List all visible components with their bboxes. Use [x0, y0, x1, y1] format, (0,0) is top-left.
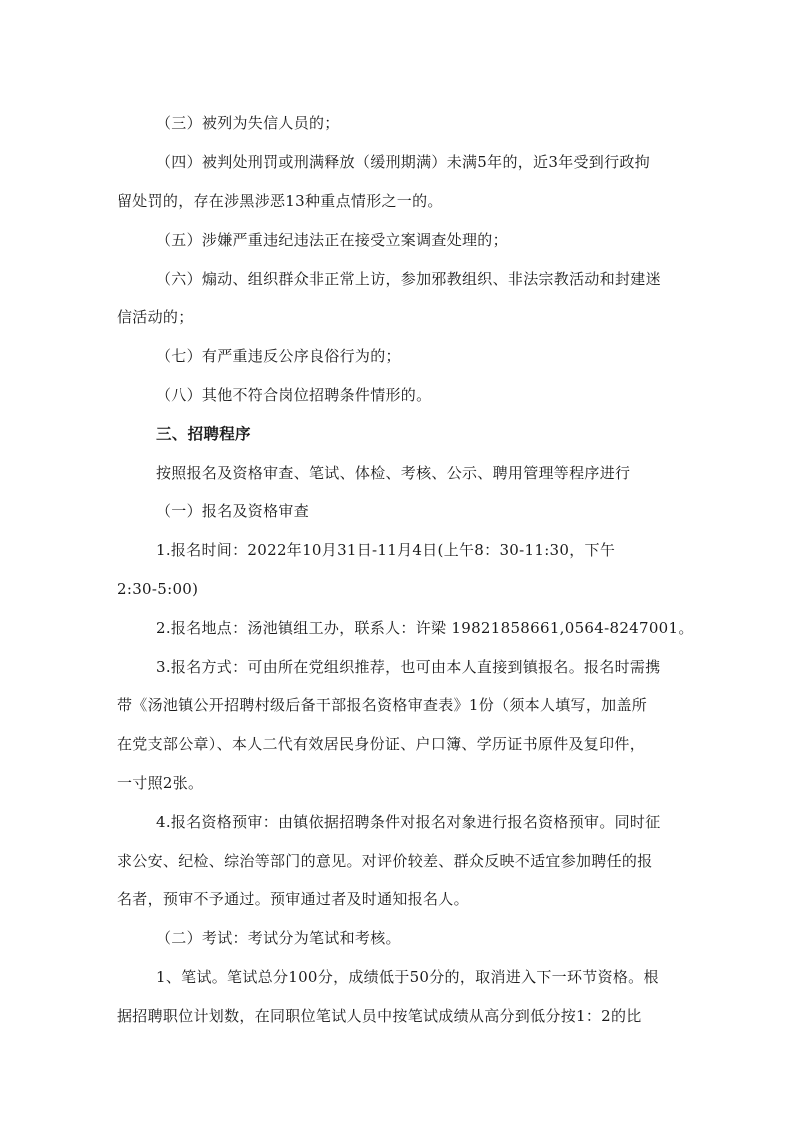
- registration-method-line4: 一寸照2张。: [117, 774, 204, 792]
- registration-location: 2.报名地点：汤池镇组工办，联系人：许梁 19821858661,0564-8247001。: [156, 619, 694, 637]
- registration-method-line1: 3.报名方式：可由所在党组织推荐，也可由本人直接到镇报名。报名时需携: [156, 658, 661, 676]
- preliminary-review-line2: 求公安、纪检、综治等部门的意见。对评价较差、群众反映不适宜参加聘任的报: [117, 852, 653, 870]
- item-eight-other: （八）其他不符合岗位招聘条件情形的。: [156, 386, 432, 404]
- item-five-investigation: （五）涉嫌严重违纪违法正在接受立案调查处理的；: [156, 231, 508, 249]
- written-exam-line2: 据招聘职位计划数，在同职位笔试人员中按笔试成绩从高分到低分按1：2的比: [117, 1007, 642, 1025]
- registration-method-line2: 带《汤池镇公开招聘村级后备干部报名资格审查表》1份（须本人填写，加盖所: [117, 696, 648, 714]
- procedure-intro: 按照报名及资格审查、笔试、体检、考核、公示、聘用管理等程序进行: [156, 464, 631, 482]
- subsection-exam: （二）考试：考试分为笔试和考核。: [156, 929, 401, 947]
- section-heading-recruitment-procedure: 三、招聘程序: [156, 425, 251, 443]
- item-six-petition-line1: （六）煽动、组织群众非正常上访，参加邪教组织、非法宗教活动和封建迷: [156, 270, 661, 288]
- registration-method-line3: 在党支部公章）、本人二代有效居民身份证、户口簿、学历证书原件及复印件，: [117, 735, 646, 753]
- item-four-criminal-line1: （四）被判处刑罚或刑满释放（缓刑期满）未满5年的，近3年受到行政拘: [156, 153, 650, 171]
- item-three-dishonest: （三）被列为失信人员的；: [156, 114, 340, 132]
- subsection-registration: （一）报名及资格审查: [156, 502, 310, 520]
- item-seven-morality: （七）有严重违反公序良俗行为的；: [156, 347, 401, 365]
- item-six-petition-line2: 信活动的；: [117, 308, 194, 326]
- registration-time-line1: 1.报名时间：2022年10月31日-11月4日(上午8：30-11:30，下午: [156, 541, 616, 559]
- preliminary-review-line1: 4.报名资格预审：由镇依据招聘条件对报名对象进行报名资格预审。同时征: [156, 813, 661, 831]
- item-four-criminal-line2: 留处罚的，存在涉黑涉恶13种重点情形之一的。: [117, 192, 443, 210]
- preliminary-review-line3: 名者，预审不予通过。预审通过者及时通知报名人。: [117, 890, 469, 908]
- registration-time-line2: 2:30-5:00): [117, 580, 199, 598]
- written-exam-line1: 1、笔试。笔试总分100分，成绩低于50分的，取消进入下一环节资格。根: [156, 968, 659, 986]
